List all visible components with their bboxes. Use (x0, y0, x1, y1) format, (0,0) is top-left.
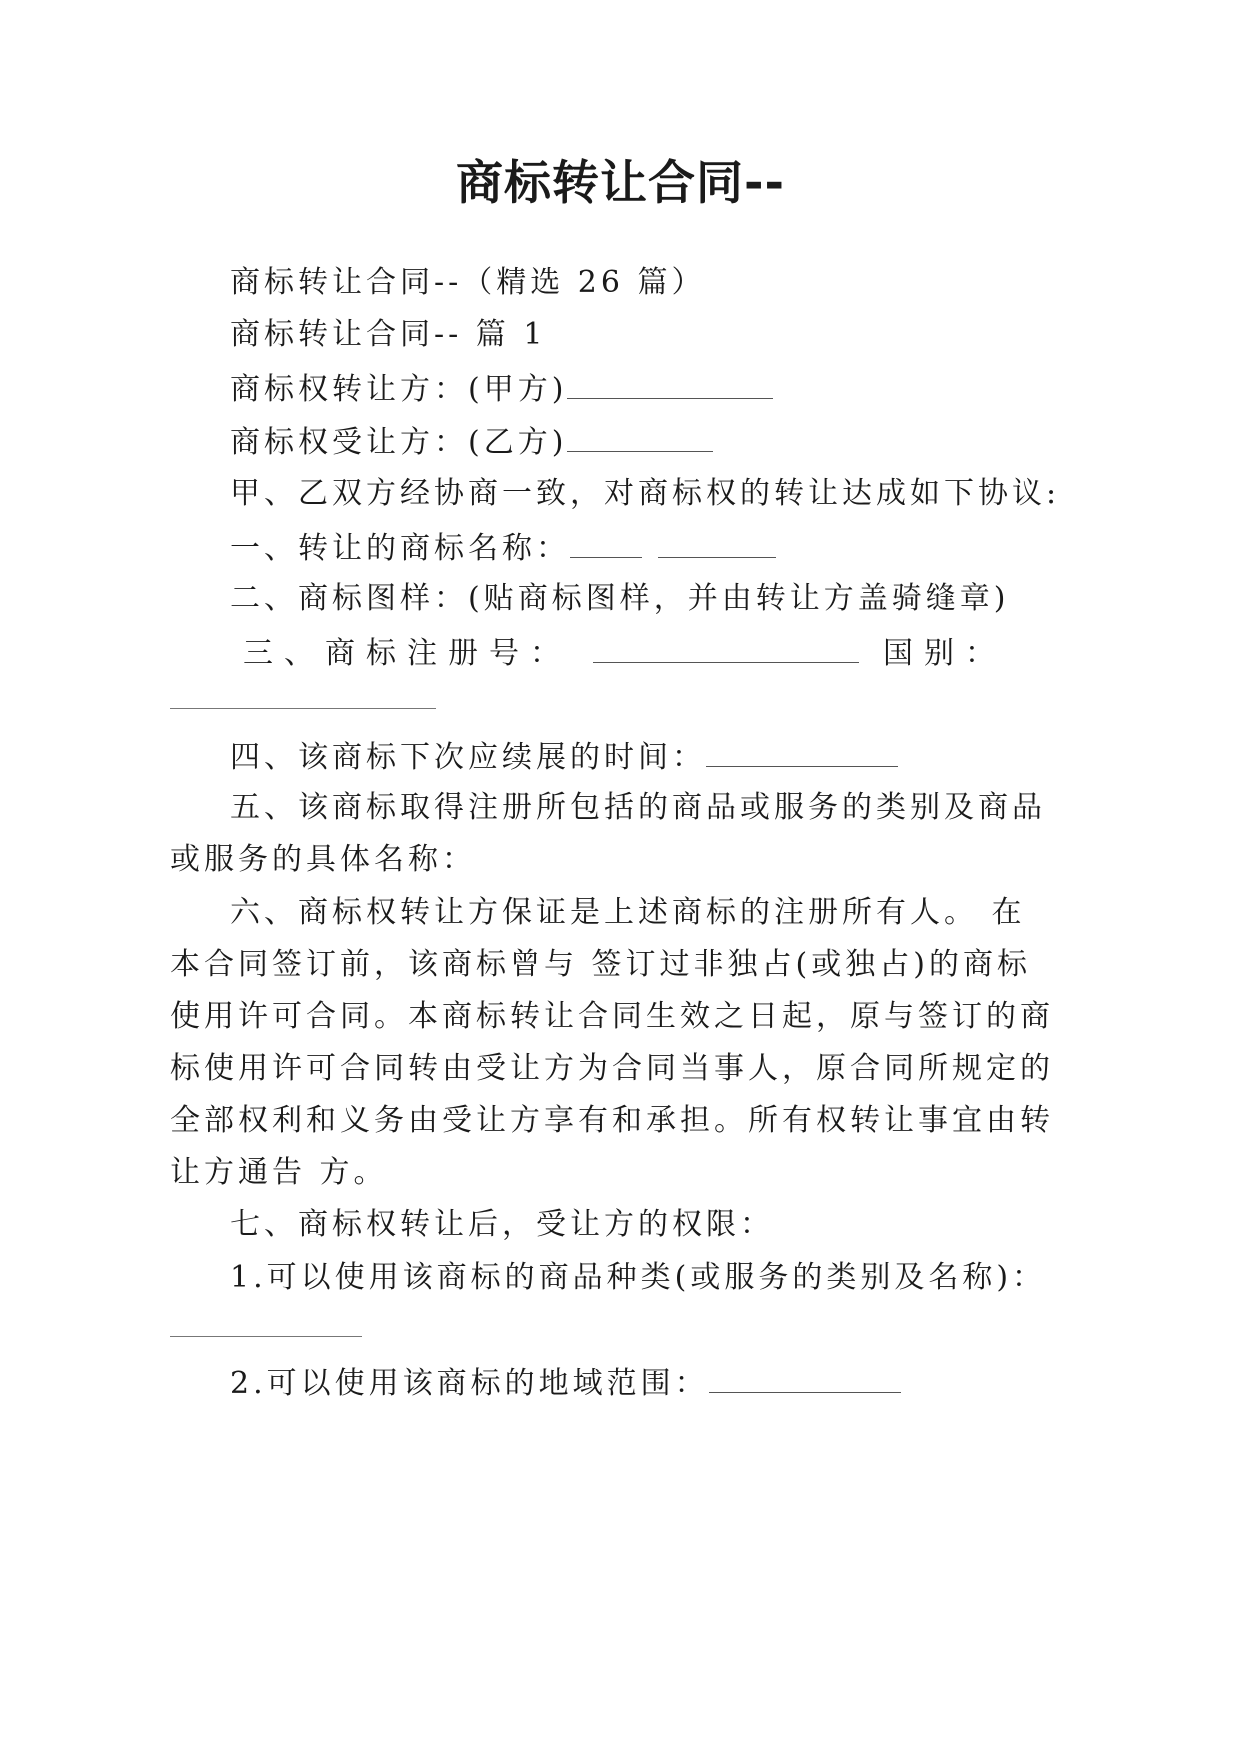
subtitle-line (230, 263, 706, 303)
transferee-line (230, 421, 713, 463)
trademark-name-blank-1 (570, 527, 642, 558)
renewal-time-blank (706, 736, 898, 767)
section-heading (230, 315, 546, 355)
paragraph-7-heading-text: 七、商标权转让后，受让方的权限： (230, 1207, 774, 1242)
item-2-blank (709, 1362, 901, 1393)
paragraph-5-text-2: 或服务的具体名称： (170, 842, 476, 877)
renewal-time-line (230, 736, 898, 778)
paragraph-6-text-6: 让方通告 方。 (170, 1155, 388, 1190)
registration-number-line (243, 632, 1006, 674)
transferor-blank (567, 368, 773, 399)
registration-number-label: 三、商标注册号： (243, 636, 571, 671)
item-1-line (230, 1258, 1046, 1298)
item-1-text: 1.可以使用该商标的商品种类(或服务的类别及名称)： (230, 1260, 1047, 1295)
paragraph-5-line-1 (230, 788, 1046, 828)
agreement-intro (230, 474, 1060, 514)
paragraph-6-text-1: 六、商标权转让方保证是上述商标的注册所有人。 在 (230, 895, 1026, 930)
paragraph-6-text-3: 使用许可合同。本商标转让合同生效之日起，原与签订的商 (170, 999, 1054, 1034)
paragraph-6-line-6 (170, 1153, 388, 1193)
item-2-text: 2.可以使用该商标的地域范围： (230, 1366, 709, 1401)
paragraph-6-line-1 (230, 893, 1026, 933)
transferee-label: 商标权受让方：(乙方) (230, 425, 568, 460)
country-blank (170, 708, 436, 709)
paragraph-6-line-3 (170, 997, 1054, 1037)
transferee-blank (567, 421, 713, 452)
document-title: 商标转让合同-- (455, 156, 785, 211)
subtitle-text: 商标转让合同--（精选 26 篇） (230, 265, 706, 300)
renewal-time-label: 四、该商标下次应续展的时间： (230, 740, 706, 775)
agreement-intro-text: 甲、乙双方经协商一致，对商标权的转让达成如下协议: (230, 476, 1061, 511)
trademark-name-label: 一、转让的商标名称： (230, 531, 570, 566)
trademark-name-blank-2 (658, 527, 776, 558)
transferor-label: 商标权转让方：(甲方) (230, 372, 568, 407)
trademark-design-text: 二、商标图样：(贴商标图样，并由转让方盖骑缝章) (230, 581, 1010, 616)
paragraph-6-line-2 (170, 945, 1031, 985)
paragraph-6-line-4 (170, 1049, 1054, 1089)
registration-number-blank (593, 632, 859, 663)
trademark-name-line (230, 527, 776, 569)
paragraph-6-line-5 (170, 1101, 1054, 1141)
section-heading-text: 商标转让合同-- 篇 1 (230, 317, 547, 352)
country-label: 国别： (883, 636, 1006, 671)
paragraph-6-text-2: 本合同签订前，该商标曾与 签订过非独占(或独占)的商标 (170, 947, 1031, 982)
transferor-line (230, 368, 773, 410)
paragraph-5-line-2 (170, 840, 476, 880)
trademark-design-line (230, 579, 1009, 619)
paragraph-6-text-4: 标使用许可合同转由受让方为合同当事人，原合同所规定的 (170, 1051, 1054, 1086)
paragraph-5-text-1: 五、该商标取得注册所包括的商品或服务的类别及商品 (230, 790, 1046, 825)
item-1-blank (170, 1336, 362, 1337)
paragraph-7-heading (230, 1205, 774, 1245)
paragraph-6-text-5: 全部权利和义务由受让方享有和承担。所有权转让事宜由转 (170, 1103, 1054, 1138)
item-2-line (230, 1362, 901, 1404)
